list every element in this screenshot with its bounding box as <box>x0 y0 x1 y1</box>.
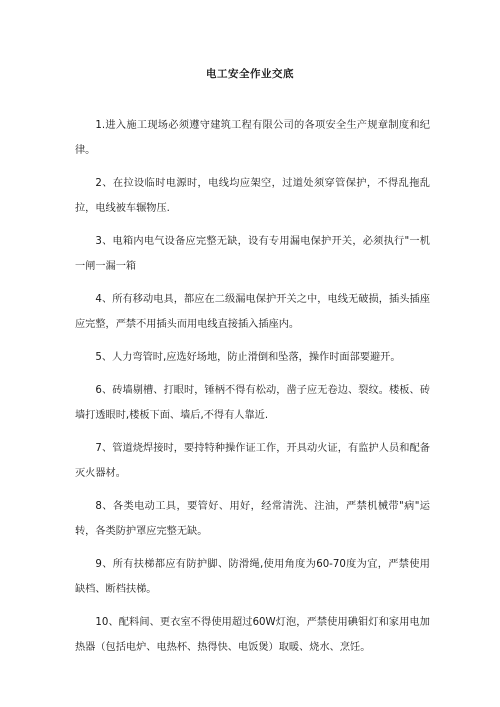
clause-7: 7、管道烧焊接时，要持特种操作证工作，开具动火证，有监护人员和配备灭火器材。 <box>75 443 430 479</box>
clause-5: 5、人力弯管时,应选好场地，防止滑倒和坠落，操作时面部要避开。 <box>95 352 401 363</box>
document-body <box>75 113 430 668</box>
clause-3: 3、电箱内电气设备应完整无缺，设有专用漏电保护开关，必须执行"一机一闸一漏一箱 <box>75 236 430 272</box>
clause-10: 10、配料间、更衣室不得使用超过60W灯泡，严禁使用碘钼灯和家用电加热器（包括电炉、电热杯、热得快、电饭煲）取暖、烧水、烹饪。 <box>75 617 430 653</box>
clause-9: 9、所有扶梯都应有防护脚、防滑绳,使用角度为60-70度为宜，严禁使用缺档、断档扶梯。 <box>75 559 430 595</box>
clause-2: 2、在拉设临时电源时，电线均应架空，过道处须穿管保护，不得乱拖乱拉，电线被车辗物压. <box>75 178 430 214</box>
clause-1: 1.进入施工现场必须遵守建筑工程有限公司的各项安全生产规章制度和纪律。 <box>75 120 430 156</box>
clause-6: 6、砖墙剔槽、打眼时，锤柄不得有松动，凿子应无卷边、裂纹。楼板、砖墙打透眼时,楼板下面、墙后,不得有人靠近. <box>75 385 430 421</box>
document-title: 电工安全作业交底 <box>206 68 294 80</box>
clause-8: 8、各类电动工具，要管好、用好，经常清洗、注油，严禁机械带"病"运转，各类防护罩应完整无缺。 <box>75 501 430 537</box>
clause-4: 4、所有移动电具，都应在二级漏电保护开关之中，电线无破损，插头插座应完整，严禁不用插头而用电线直接插入插座内。 <box>75 294 430 330</box>
